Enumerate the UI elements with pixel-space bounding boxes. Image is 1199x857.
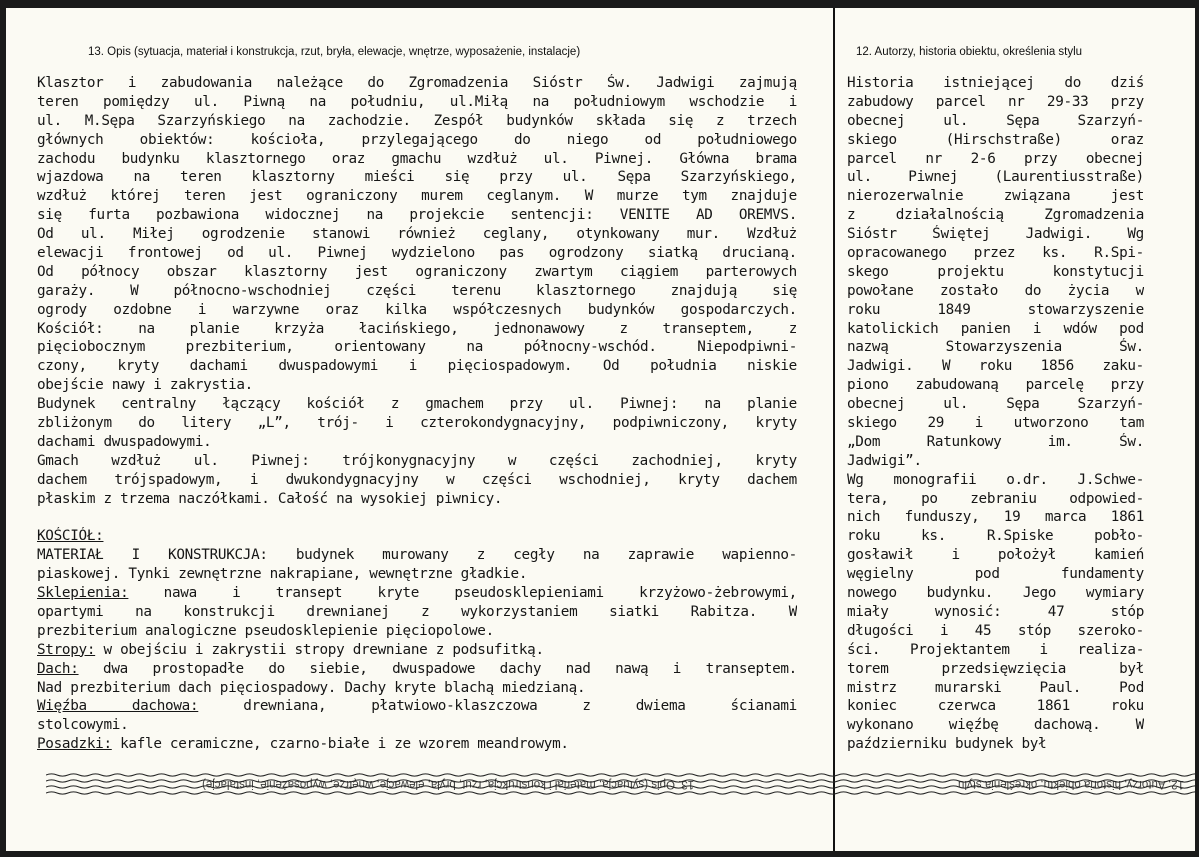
text-line: nich funduszy, 19 marca 1861 [847, 509, 1144, 526]
text-line: ul. Piwnej (Laurentiusstraße) [847, 169, 1144, 186]
text-line: koniec czerwca 1861 roku [847, 698, 1144, 715]
text-line: MATERIAŁ I KONSTRUKCJA: budynek murowany z cegły na zaprawie wapienno- [37, 547, 797, 564]
text-line: dachami dwuspadowymi. [37, 433, 212, 450]
text-line: garaży. W północno-wschodniej części terenu klasztornego znajdują się [37, 282, 797, 299]
text-line: Posadzki: kafle ceramiczne, czarno-białe i ze wzorem meandrowym. [37, 736, 569, 753]
text-line: nierozerwalnie związana jest [847, 188, 1144, 205]
record-card [6, 8, 1195, 851]
text-line: KOŚCIÓŁ: [37, 528, 104, 545]
column-divider [833, 8, 835, 851]
text-line: z działalnością Zgromadzenia [847, 207, 1144, 224]
text-line: opartymi na konstrukcji drewnianej z wykorzystaniem siatki Rabitza. W [37, 603, 797, 620]
text-line: miały wynosić: 47 stóp [847, 603, 1144, 620]
text-line: „Dom Ratunkowy im. Św. [847, 433, 1144, 450]
text-line: skego projektu konstytucji [847, 263, 1144, 280]
text-line: obecnej ul. Sępa Szarzyń- [847, 112, 1144, 129]
text-line: wzdłuż której teren jest ograniczony murem ceglanym. W murze tym znajduje [37, 188, 797, 205]
text-line: piono zabudowaną parcelę przy [847, 377, 1144, 394]
text-line: Od ul. Miłej ogrodzenie stanowi również ceglany, otynkowany mur. Wzdłuż [37, 226, 797, 243]
text-line: Klasztor i zabudowania należące do Zgromadzenia Sióstr Św. Jadwigi zajmują [37, 75, 797, 91]
text-line: ul. M.Sępa Szarzyńskiego na zachodzie. Zespół budynków składa się z trzech [37, 112, 797, 129]
description-heading: 13. Opis (sytuacja, materiał i konstrukcja, rzut, bryła, elewacje, wnętrze, wyposażenie, instalacje) [88, 46, 581, 58]
text-line: czony, kryty dachami dwuspadowymi i pięciospadowym. Od południa niskie [37, 358, 797, 375]
text-line: skiego (Hirschstraße) oraz [847, 131, 1144, 148]
text-line: Budynek centralny łączący kościół z gmachem przy ul. Piwnej: na planie [37, 396, 797, 413]
history-body [847, 74, 1144, 754]
text-line: październiku budynek był [847, 736, 1047, 753]
text-line: wjazdowa na teren klasztorny mieści się przy ul. Sępa Szarzyńskiego, [37, 169, 797, 186]
text-line: Dach: dwa prostopadłe do siebie, dwuspadowe dachy nad nawą i transeptem. [37, 660, 797, 677]
text-line: Jadwigi”. [847, 452, 922, 469]
text-line: powołane zostało do życia w [847, 282, 1144, 299]
text-line: Sklepienia: nawa i transept kryte pseudosklepieniami krzyżowo-żebrowymi, [37, 585, 797, 602]
text-line: Więźba dachowa: drewniana, płatwiowo-klaszczowa z dwiema ścianami [37, 698, 797, 715]
text-line: Kościół: na planie krzyża łacińskiego, jednonawowy z transeptem, z [37, 320, 797, 337]
text-line: obecnej ul. Sępa Szarzyń- [847, 396, 1144, 413]
text-line: zabudowy parcel nr 29-33 przy [847, 93, 1144, 110]
text-line: Wg monografii o.dr. J.Schwe- [847, 471, 1144, 488]
text-line: zbliżonym do litery „L”, trój- i czterokondygnacyjny, podpiwniczony, kryty [37, 415, 797, 432]
text-line: elewacji frontowej od ul. Piwnej wydzielono pas ogrodzony siatką drucianą. [37, 245, 797, 262]
text-line: roku ks. R.Spiske pobło- [847, 528, 1144, 545]
text-line: węgielny pod fundamenty [847, 566, 1144, 583]
text-line: prezbiterium analogiczne pseudosklepienie pięciopolowe. [37, 622, 494, 639]
text-line: dachem trójspadowym, i dwukondygnacyjny w części wschodniej, kryty dachem [37, 471, 797, 488]
text-line: tera, po zebraniu odpowied- [847, 490, 1144, 507]
text-line: płaskim z trzema naczółkami. Całość na wysokiej piwnicy. [37, 490, 503, 507]
text-line: gosławił i położył kamień [847, 547, 1144, 564]
text-line: się furta pozbawiona widocznej na projekcie sentencji: VENITE AD OREMVS. [37, 207, 797, 224]
mirrored-history-heading: 12. Autorzy, historia obiektu, określenia stylu [958, 778, 1185, 790]
text-line: mistrz murarski Paul. Pod [847, 679, 1144, 696]
text-line: piaskowej. Tynki zewnętrzne nakrapiane, wewnętrzne gładkie. [37, 566, 528, 583]
text-line: Nad prezbiterium dach pięciospadowy. Dachy kryte blachą miedzianą. [37, 679, 586, 696]
text-line: obejście nawy i zakrystia. [37, 377, 253, 394]
text-line: Sióstr Świętej Jadwigi. Wg [847, 226, 1144, 243]
text-line: parcel nr 2-6 przy obecnej [847, 150, 1144, 167]
text-line: Od północy obszar klasztorny jest ograniczony zwartym ciągiem parterowych [37, 263, 797, 280]
text-line: wykonano więźbę dachową. W [847, 717, 1144, 734]
text-line: głównych obiektów: kościoła, przylegającego do niego od południowego [37, 131, 797, 148]
description-body [37, 74, 797, 754]
text-line: Jadwigi. W roku 1856 zaku- [847, 358, 1144, 375]
text-line: Stropy: w obejściu i zakrystii stropy drewniane z podsufitką. [37, 641, 544, 658]
text-line: zachodu budynku klasztornego oraz gmachu wzdłuż ul. Piwnej. Główna brama [37, 150, 797, 167]
text-line: pięciobocznym prezbiterium, orientowany na północny-wschód. Niepodpiwni- [37, 339, 797, 356]
text-line: teren pomiędzy ul. Piwną na południu, ul.Miłą na południowym wschodzie i [37, 93, 797, 110]
text-line: skiego 29 i utworzono tam [847, 415, 1144, 432]
text-line: opracowanego przez ks. R.Spi- [847, 245, 1144, 262]
text-line: nowego budynku. Jego wymiary [847, 585, 1144, 602]
text-line: torem przedsięwzięcia był [847, 660, 1144, 677]
text-line: katolickich panien i wdów pod [847, 320, 1144, 337]
text-line: ści. Projektantem i realiza- [847, 641, 1144, 658]
text-line: długości i 45 stóp szeroko- [847, 622, 1144, 639]
text-line [37, 508, 797, 527]
text-line: roku 1849 stowarzyszenie [847, 301, 1144, 318]
text-line: Gmach wzdłuż ul. Piwnej: trójkonygnacyjny w części zachodniej, kryty [37, 452, 797, 469]
text-line: nazwą Stowarzyszenia Św. [847, 339, 1144, 356]
text-line: ogrody ozdobne i warzywne oraz kilka współczesnych budynków gospodarczych. [37, 301, 797, 318]
history-heading: 12. Autorzy, historia obiektu, określenia stylu [856, 46, 1083, 58]
text-line: Historia istniejącej do dziś [847, 75, 1144, 91]
mirrored-description-heading: 13. Opis (sytuacja, materiał i konstrukcja, rzut, bryła, elewacje, wnętrze, wyposażenie, instalacje) [202, 778, 695, 790]
text-line: stolcowymi. [37, 717, 129, 734]
